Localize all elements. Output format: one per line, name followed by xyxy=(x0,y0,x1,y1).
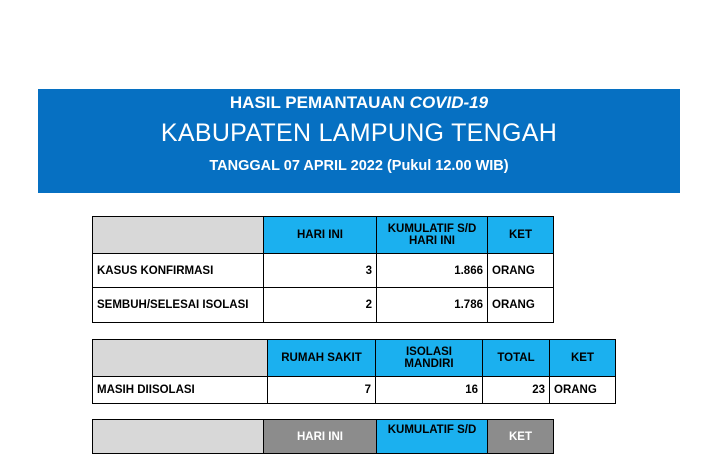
cell-cumulative: 1.866 xyxy=(377,254,488,288)
cell-cumulative: 1.786 xyxy=(377,288,488,323)
header-empty-cell xyxy=(93,420,264,454)
header-region: KABUPATEN LAMPUNG TENGAH xyxy=(160,119,558,147)
cell-total: 23 xyxy=(483,377,550,404)
table-row xyxy=(93,377,616,404)
cell-today: 3 xyxy=(264,254,377,288)
isolation-table xyxy=(92,339,616,404)
col-header-self-isolation: ISOLASI MANDIRI xyxy=(376,340,483,377)
cell-hospital: 7 xyxy=(268,377,376,404)
col-header-today: HARI INI xyxy=(264,420,377,454)
header-empty-cell xyxy=(93,340,268,377)
table-row xyxy=(93,420,554,454)
cases-table xyxy=(92,216,554,323)
row-label: MASIH DIISOLASI xyxy=(93,377,268,404)
header-title xyxy=(38,93,680,113)
col-header-cumulative: KUMULATIF S/D xyxy=(377,420,488,454)
cell-today: 2 xyxy=(264,288,377,323)
header-banner xyxy=(38,89,680,193)
third-table-partial xyxy=(92,419,554,454)
col-header-ket: KET xyxy=(488,420,554,454)
table-row xyxy=(93,254,554,288)
row-label: KASUS KONFIRMASI xyxy=(93,254,264,288)
col-header-cumulative: KUMULATIF S/D HARI INI xyxy=(377,217,488,254)
header-title-covid: COVID-19 xyxy=(409,93,489,112)
table-row xyxy=(93,340,616,377)
cell-ket: ORANG xyxy=(488,254,554,288)
col-header-ket: KET xyxy=(550,340,616,377)
header-empty-cell xyxy=(93,217,264,254)
col-header-today: HARI INI xyxy=(264,217,377,254)
row-label: SEMBUH/SELESAI ISOLASI xyxy=(93,288,264,323)
cell-ket: ORANG xyxy=(488,288,554,323)
header-date: TANGGAL 07 APRIL 2022 (Pukul 12.00 WIB) xyxy=(209,158,509,174)
cell-ket: ORANG xyxy=(550,377,616,404)
cell-self-isolation: 16 xyxy=(376,377,483,404)
table-row xyxy=(93,288,554,323)
col-header-ket: KET xyxy=(488,217,554,254)
header-title-prefix: HASIL PEMANTAUAN xyxy=(229,93,405,112)
col-header-hospital: RUMAH SAKIT xyxy=(268,340,376,377)
table-row xyxy=(93,217,554,254)
col-header-total: TOTAL xyxy=(483,340,550,377)
